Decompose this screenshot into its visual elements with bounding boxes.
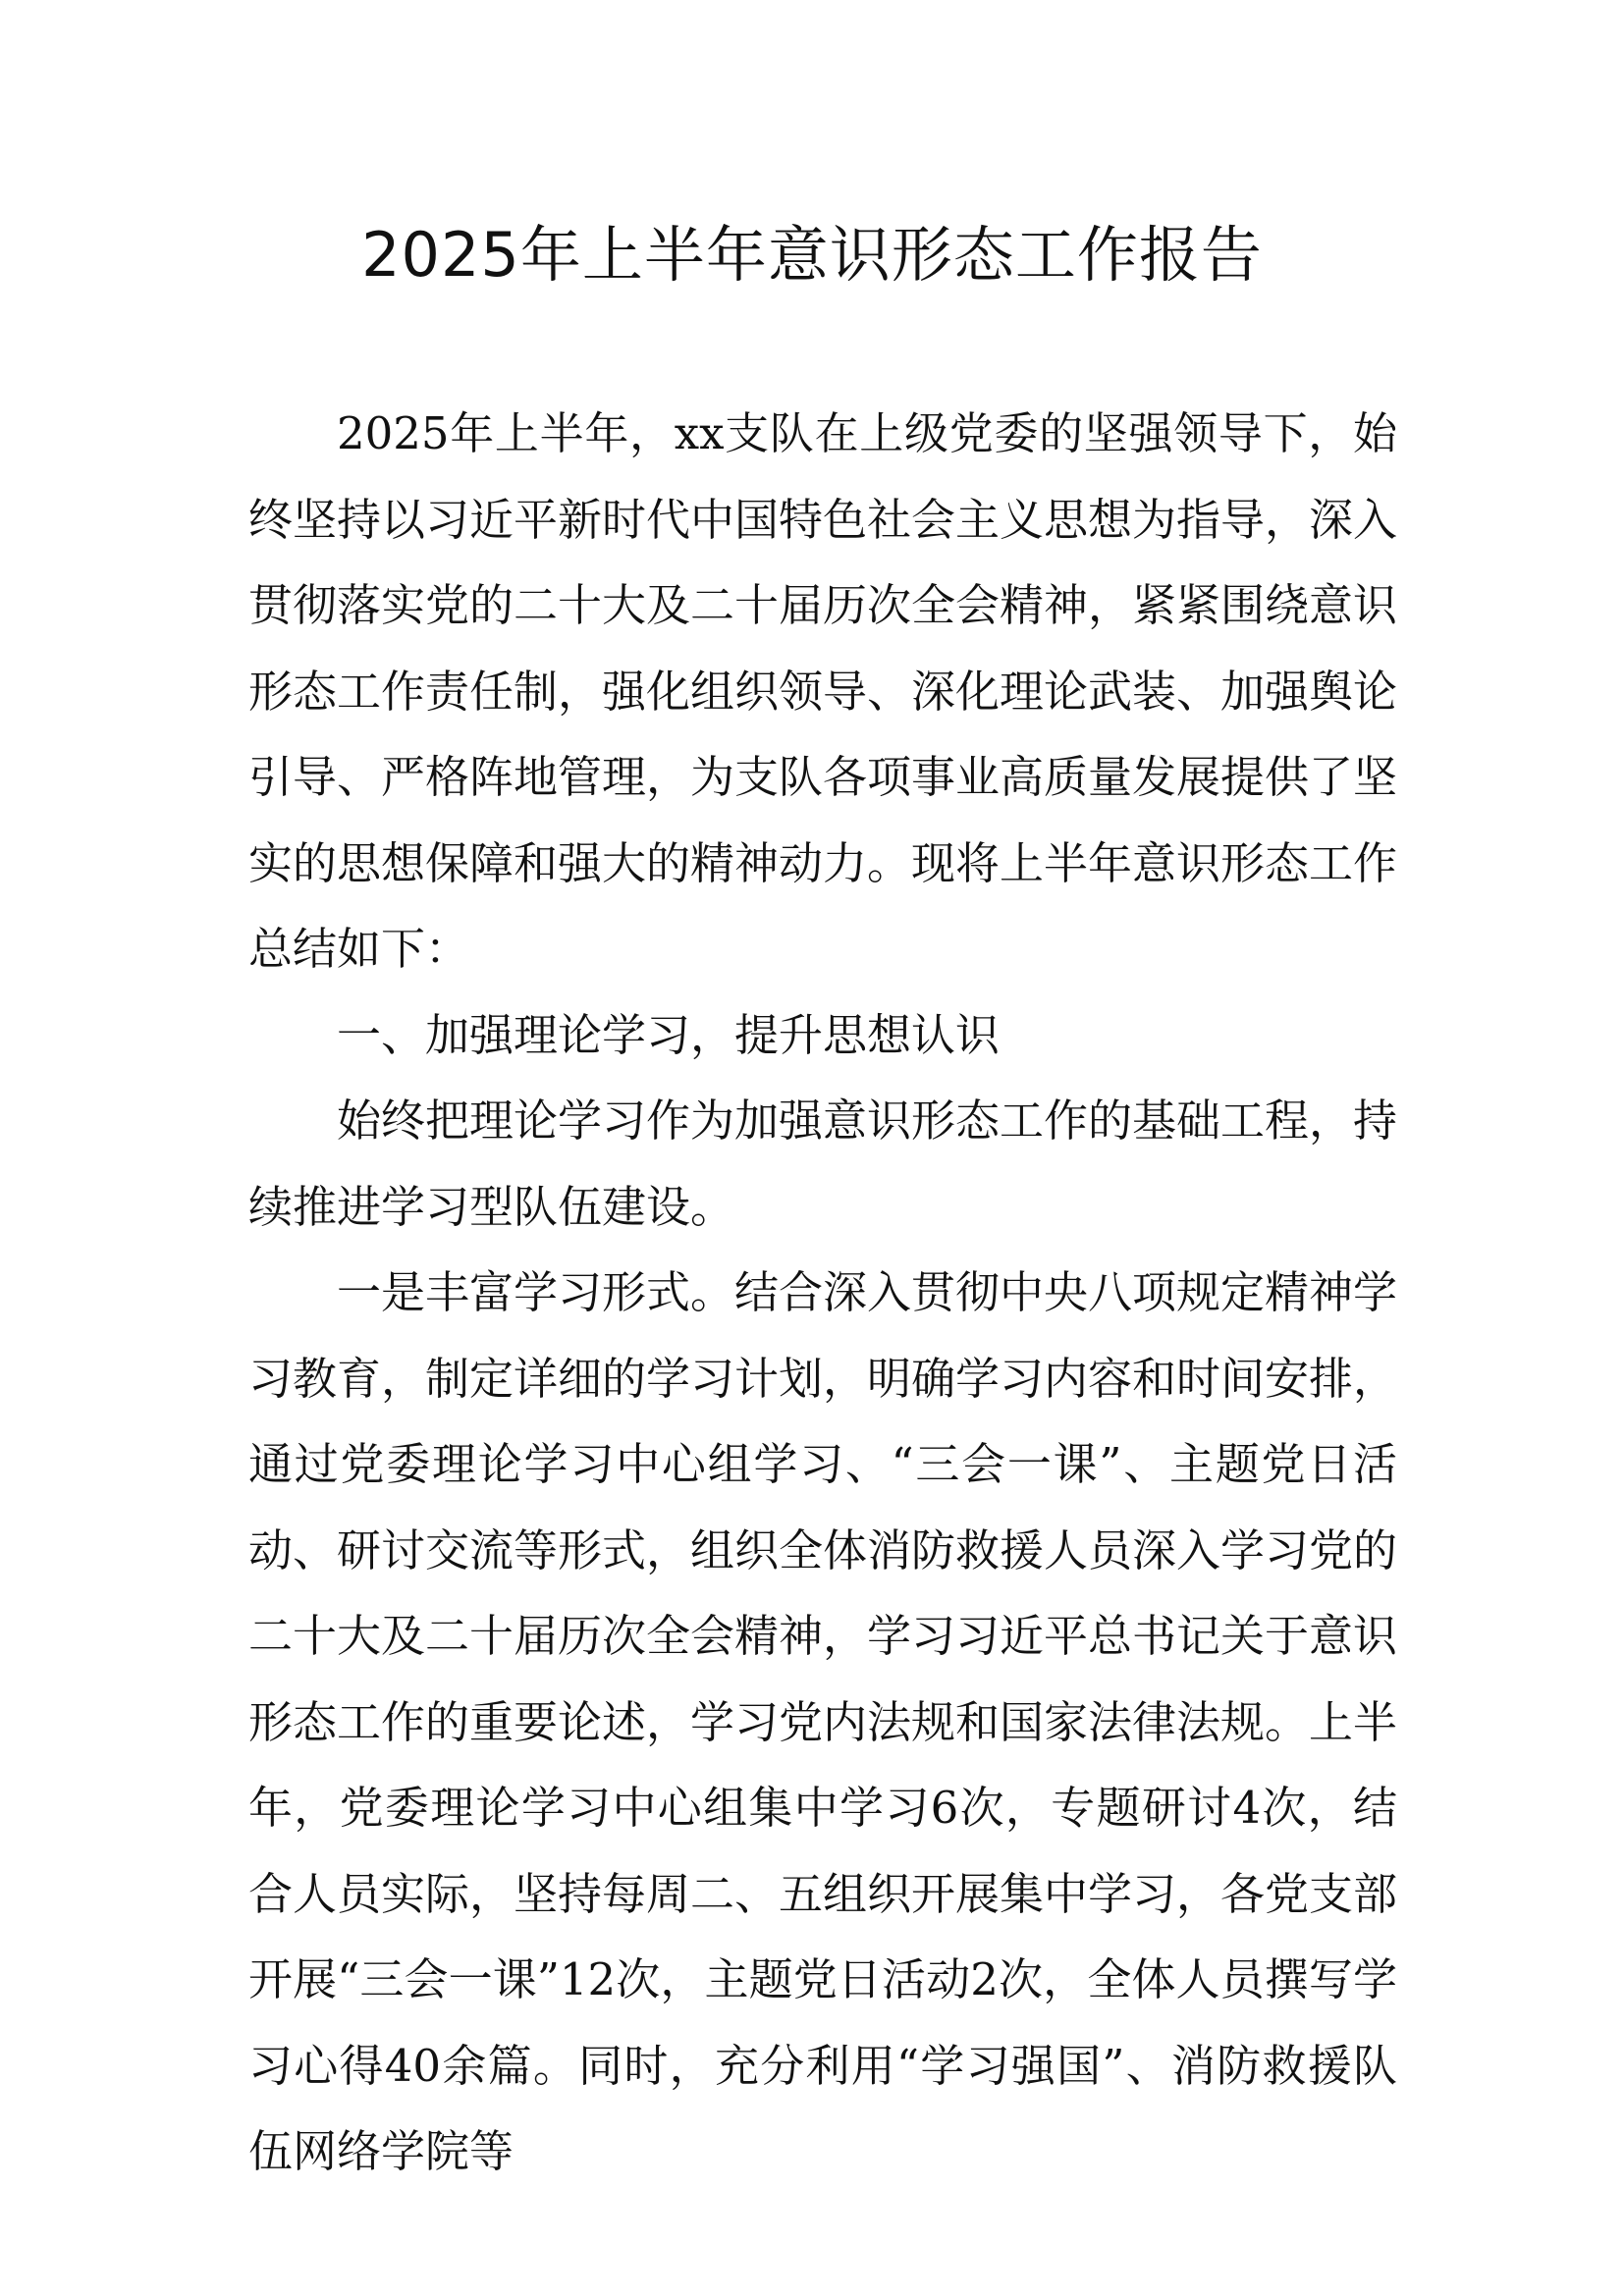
document-body: [248, 391, 1397, 2195]
section-1-point-1-paragraph: 一是丰富学习形式。结合深入贯彻中央八项规定精神学习教育，制定详细的学习计划，明确学习内容和时间安排，通过党委理论学习中心组学习、“三会一课”、主题党日活动、研讨交流等形式，组织全体消防救援人员深入学习党的二十大及二十届历次全会精神，学习习近平总书记关于意识形态工作的重要论述，学习党内法规和国家法律法规。上半年，党委理论学习中心组集中学习6次，专题研讨4次，结合人员实际，坚持每周二、五组织开展集中学习，各党支部开展“三会一课”12次，主题党日活动2次，全体人员撰写学习心得40余篇。同时，充分利用“学习强国”、消防救援队伍网络学院等: [248, 1266, 1398, 2177]
section-1-intro-paragraph: 始终把理论学习作为加强意识形态工作的基础工程，持续推进学习型队伍建设。: [248, 1095, 1398, 1233]
document-title: 2025年上半年意识形态工作报告: [361, 219, 1263, 291]
intro-paragraph: 2025年上半年，xx支队在上级党委的坚强领导下，始终坚持以习近平新时代中国特色社会主义思想为指导，深入贯彻落实党的二十大及二十届历次全会精神，紧紧围绕意识形态工作责任制，强化组织领导、深化理论武装、加强舆论引导、严格阵地管理，为支队各项事业高质量发展提供了坚实的思想保障和强大的精神动力。现将上半年意识形态工作总结如下：: [248, 407, 1398, 975]
section-1-heading: 一、加强理论学习，提升思想认识: [337, 1008, 1001, 1061]
